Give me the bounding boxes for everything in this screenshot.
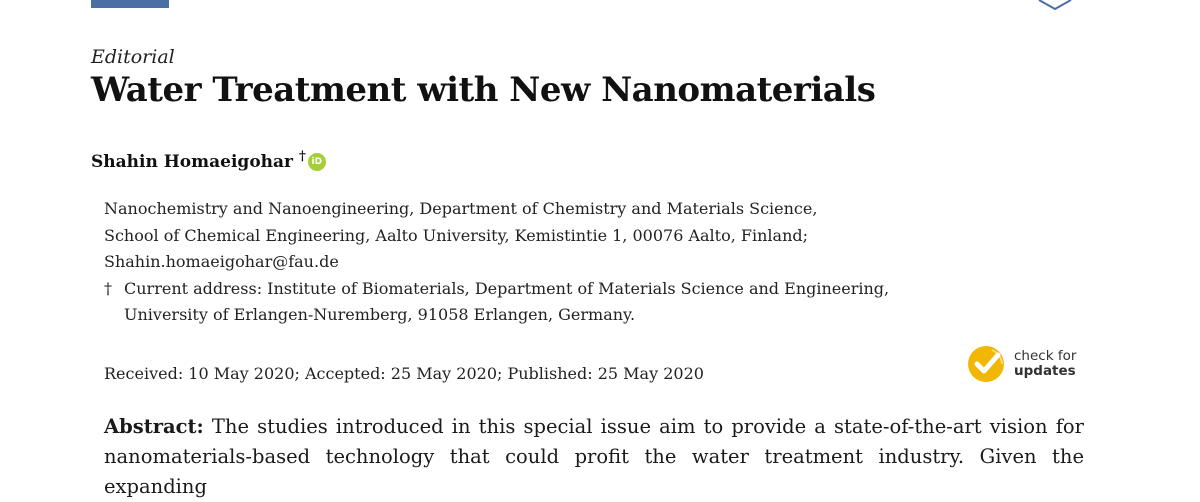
author-name[interactable]: Shahin Homaeigohar <box>91 152 293 172</box>
note-line: University of Erlangen-Nuremberg, 91058 Erlangen, Germany. <box>124 305 636 324</box>
check-for-updates-text <box>1014 349 1076 379</box>
orcid-icon[interactable]: iD <box>308 153 326 171</box>
check-for-updates-badge[interactable] <box>966 344 1076 384</box>
check-for-updates-icon <box>966 344 1006 384</box>
check-updates-line2: updates <box>1014 363 1076 379</box>
affiliation-block <box>104 196 889 329</box>
article-title: Water Treatment with New Nanomaterials <box>91 70 876 110</box>
affiliation-line: School of Chemical Engineering, Aalto University, Kemistintie 1, 00076 Aalto, Finland; <box>104 225 809 245</box>
publication-dates: Received: 10 May 2020; Accepted: 25 May 2020; Published: 25 May 2020 <box>104 364 704 383</box>
author-email-link[interactable]: Shahin.homaeigohar@fau.de <box>104 252 339 271</box>
current-address-note <box>104 276 889 303</box>
check-updates-line1: check for <box>1014 348 1077 364</box>
abstract-text: The studies introduced in this special issue aim to provide a state-of-the-art vision for nanomaterials-based technology that could profit the water treatment industry. Given the expanding <box>104 415 1084 498</box>
author-mark: † <box>298 149 306 164</box>
journal-header-bar <box>91 0 169 8</box>
note-line: Current address: Institute of Biomaterials, Department of Materials Science and Engineering, <box>124 278 890 298</box>
current-address-note-cont <box>104 302 889 329</box>
author-line <box>91 149 326 172</box>
abstract-label: Abstract: <box>104 415 204 438</box>
abstract <box>104 412 1084 502</box>
note-mark: † <box>104 278 112 298</box>
journal-logo-icon <box>1035 0 1075 10</box>
article-type: Editorial <box>91 46 175 68</box>
affiliation-line: Nanochemistry and Nanoengineering, Department of Chemistry and Materials Science, <box>104 199 818 218</box>
